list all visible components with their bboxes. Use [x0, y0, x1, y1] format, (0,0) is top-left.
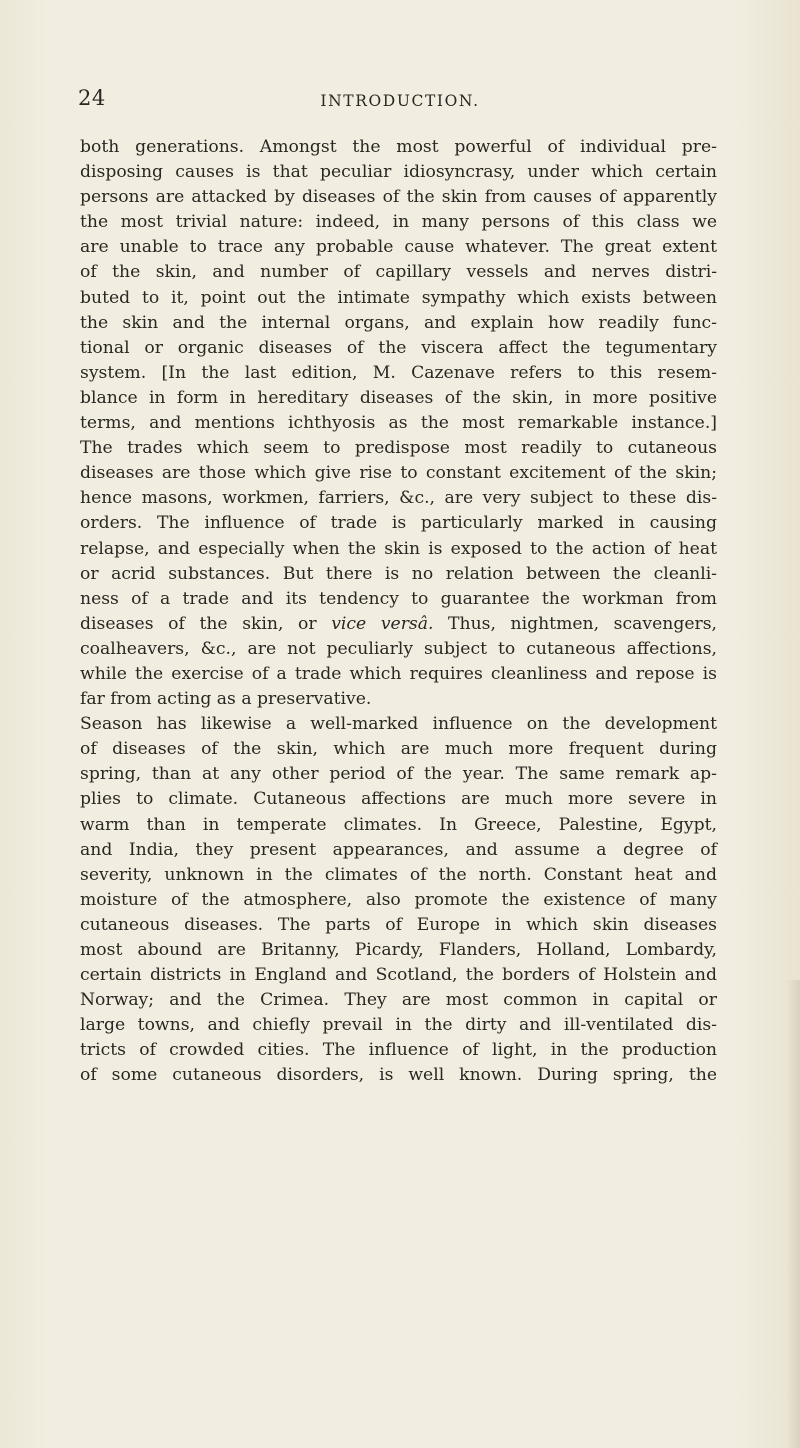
page-edge-shadow [786, 980, 800, 1448]
text-line: relapse, and especially when the skin is exposed to the action of heat [80, 538, 717, 559]
body-text [80, 135, 717, 1089]
text-line: or acrid substances. But there is no relation between the cleanli- [80, 563, 717, 584]
running-head: INTRODUCTION. [320, 92, 480, 110]
text-line: of diseases of the skin, which are much more frequent during [80, 739, 717, 760]
text-line: tional or organic diseases of the viscera affect the tegumentary [80, 337, 717, 358]
italic-phrase: vice versâ. [331, 613, 434, 634]
text-line: tricts of crowded cities. The influence of light, in the production [80, 1040, 717, 1061]
text-line: hence masons, workmen, farriers, &c., are very subject to these dis- [80, 488, 717, 509]
text-line: plies to climate. Cutaneous affections are much more severe in [80, 789, 717, 810]
text-line: are unable to trace any probable cause whatever. The great extent [80, 237, 717, 258]
text-line: large towns, and chiefly prevail in the dirty and ill-ventilated dis- [80, 1015, 717, 1036]
text-line: system. [In the last edition, M. Cazenave refers to this resem- [80, 362, 717, 383]
text-line: disposing causes is that peculiar idiosyncrasy, under which certain [80, 162, 717, 183]
text-line: while the exercise of a trade which requires cleanliness and repose is [80, 663, 717, 684]
line-segment: Thus, nightmen, scavengers, [448, 613, 717, 634]
text-line: moisture of the atmosphere, also promote the existence of many [80, 889, 717, 910]
text-line: orders. The influence of trade is particularly marked in causing [80, 513, 717, 534]
text-line: most abound are Britanny, Picardy, Flanders, Holland, Lombardy, [80, 940, 717, 960]
text-line: of some cutaneous disorders, is well known. During spring, the [80, 1065, 717, 1086]
text-line: of the skin, and number of capillary vessels and nerves distri- [80, 262, 717, 283]
text-line-with-italic [80, 612, 717, 637]
line-segment: diseases of the skin, or [80, 613, 317, 634]
text-line: terms, and mentions ichthyosis as the most remarkable instance.] [80, 413, 717, 434]
text-line: Season has likewise a well-marked influence on the development [80, 714, 717, 735]
text-line: and India, they present appearances, and assume a degree of [80, 839, 717, 860]
text-line: cutaneous diseases. The parts of Europe in which skin diseases [80, 914, 717, 935]
text-line: The trades which seem to predispose most readily to cutaneous [80, 438, 717, 459]
text-line: the skin and the internal organs, and explain how readily func- [80, 312, 717, 333]
text-line: blance in form in hereditary diseases of the skin, in more positive [80, 387, 717, 408]
text-line: coalheavers, &c., are not peculiarly subject to cutaneous affections, [80, 638, 717, 659]
text-line: persons are attacked by diseases of the skin from causes of apparently [80, 187, 717, 208]
text-line: certain districts in England and Scotland, the borders of Holstein and [80, 965, 717, 986]
text-line: far from acting as a preservative. [80, 689, 372, 710]
text-line: diseases are those which give rise to constant excitement of the skin; [80, 463, 717, 484]
text-line: Norway; and the Crimea. They are most common in capital or [80, 990, 717, 1011]
text-line: the most trivial nature: indeed, in many persons of this class we [80, 212, 717, 233]
text-line: buted to it, point out the intimate sympathy which exists between [80, 287, 717, 308]
text-line: severity, unknown in the climates of the north. Constant heat and [80, 864, 717, 885]
text-line: spring, than at any other period of the year. The same remark ap- [80, 764, 717, 785]
page-number: 24 [78, 86, 106, 110]
text-line: ness of a trade and its tendency to guarantee the workman from [80, 588, 717, 609]
text-line: both generations. Amongst the most powerful of individual pre- [80, 137, 717, 157]
text-line: warm than in temperate climates. In Greece, Palestine, Egypt, [80, 814, 717, 835]
